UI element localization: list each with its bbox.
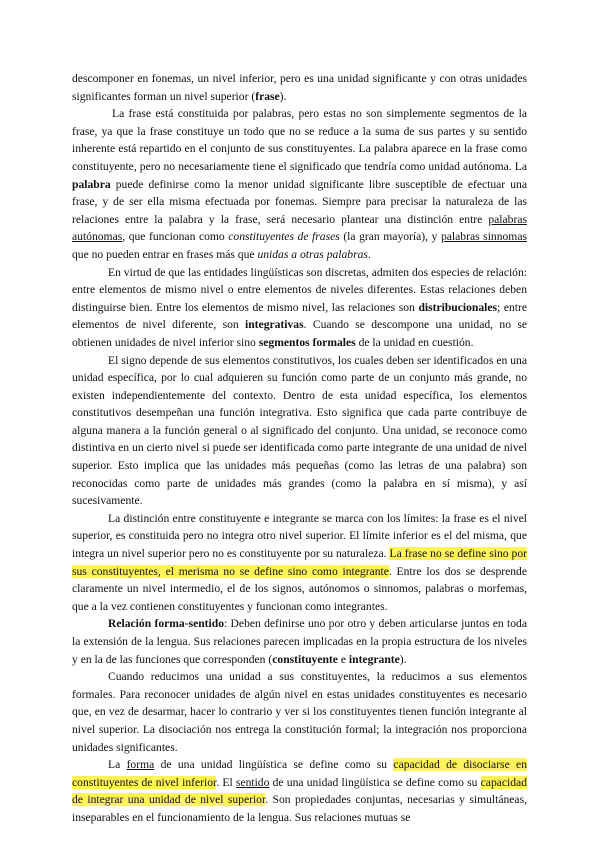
paragraph-6	[72, 615, 527, 668]
bold-term: frase	[255, 89, 280, 103]
text-run: de una unidad lingüística se define como su	[269, 775, 481, 789]
highlighted-text: capacidad de disociarse en constituyentes de nivel inferior	[72, 758, 527, 789]
underlined-term: forma	[126, 758, 155, 772]
underlined-term: sentido	[235, 775, 270, 789]
text-run: . El	[216, 775, 236, 789]
text-run: e	[337, 652, 349, 666]
text-run: descomponer en fonemas, un nivel inferior, pero es una unidad significante y con otras unidades significantes forman un nivel superior (	[72, 72, 527, 103]
bold-term: integrante	[348, 652, 400, 666]
text-run: El signo depende de sus elementos constitutivos, los cuales deben ser identificados en una unidad específica, por lo cual adquieren su función como parte de un conjunto más grande, no existen independientemente del contexto. Dentro de esta unidad específica, los elementos constitutivos desempeñan una función integrativa. Esto significa que cada parte contribuye de alguna manera a la función general o al significado del conjunto. Una unidad, se reconoce como distintiva en un cierto nivel si puede ser identificada como parte integrante de una unidad de nivel superior. Esto implica que las unidades más pequeñas (como las letras de una palabra) son reconocidas como parte de unidades más grandes (como la palabra en sí misma), y así sucesivamente.	[72, 353, 527, 508]
paragraph-4	[72, 352, 527, 510]
paragraph-3	[72, 264, 527, 352]
text-run: . Entre los dos se desprende claramente un nivel intermedio, el de los signos, autónomos o sinnomos, palabras o morfemas, que a la vez contienen constituyentes y funcionan como integrantes.	[72, 564, 527, 613]
text-run: .	[367, 247, 371, 261]
highlighted-text: La frase no se define sino por sus constituyentes, el merisma no se define sino como integrante	[72, 547, 527, 578]
text-run: En virtud de que las entidades lingüísticas son discretas, admiten dos especies de relación: entre elementos de mismo nivel o entre elementos de niveles diferentes. Estas relaciones deben distinguirse bien. Entre los elementos de mismo nivel, las relaciones son	[72, 265, 527, 314]
italic-text: constituyentes de frases	[228, 230, 340, 244]
text-run: La	[108, 758, 127, 772]
paragraph-8	[72, 756, 527, 826]
text-run: de una unidad lingüística se define como su	[154, 758, 394, 772]
underlined-term: palabras sinnomas	[440, 230, 527, 244]
text-run: La distinción entre constituyente e integrante se marca con los límites: la frase es el nivel superior, es constituida pero no integra otro nivel superior. El límite inferior es el del misma, que integra un nivel superior pero no es constituyente por su naturaleza.	[72, 511, 527, 561]
text-run: ).	[279, 89, 287, 103]
text-run: (la gran mayoría), y	[339, 230, 441, 244]
italic-text: unidas a otras palabras	[257, 247, 368, 261]
text-run: . Son propiedades conjuntas, necesarias y simultáneas, inseparables en el funcionamiento de la lengua. Sus relaciones mutuas se	[72, 793, 527, 824]
text-run: Cuando reducimos una unidad a sus constituyentes, la reducimos a sus elementos formales. Para reconocer unidades de algún nivel en estas unidades constituyentes es necesario que, en vez de desarmar, hacer lo contrario y ver si los constituyentes tienen función integrante al nivel superior. La disociación nos entrega la constitución formal; la integración nos proporciona unidades significantes.	[72, 670, 527, 754]
paragraph-1	[72, 70, 527, 105]
text-run: . Cuando se descompone una unidad, no se obtienen unidades de nivel inferior sino	[72, 318, 527, 349]
bold-term: segmentos formales	[258, 335, 356, 349]
text-run: puede definirse como la menor unidad significante libre susceptible de efectuar una frase, y de ser ella misma efectuada por fonemas. Siempre para precisar la naturaleza de las relaciones entre la palabra y la frase, será necesario plantear una distinción entre	[72, 177, 527, 226]
highlighted-text: capacidad de integrar una unidad de nivel superior	[72, 775, 527, 807]
text-run: que no pueden entrar en frases más que	[72, 247, 258, 261]
paragraph-5	[72, 510, 527, 616]
bold-term: distribucionales	[418, 300, 498, 314]
bold-term: palabra	[72, 177, 111, 191]
document-body	[72, 70, 527, 827]
paragraph-2	[72, 105, 527, 263]
bold-term: integrativas	[245, 318, 304, 332]
underlined-term: palabras autónomas	[72, 212, 527, 244]
text-run: de la unidad en cuestión.	[355, 335, 474, 349]
bold-term: constituyente	[272, 652, 338, 666]
text-run: : Deben definirse uno por otro y deben articularse juntos en toda la extensión de la lengua. Sus relaciones parecen implicadas en la propia estructura de los niveles y en la de las funciones que corresponden (	[72, 617, 527, 666]
text-run: ; entre elementos de nivel diferente, son	[72, 300, 527, 332]
bold-term: Relación forma-sentido	[108, 617, 225, 631]
text-run: , que funcionan como	[122, 230, 229, 244]
text-run: La frase está constituida por palabras, pero estas no son simplemente segmentos de la frase, ya que la frase constituye un todo que no se reduce a la suma de sus partes y su sentido inherente está repartido en el conjunto de sus constituyentes. La palabra aparece en la frase como constituyente, pero no necesariamente tiene el significado que tendría como unidad autónoma. La	[72, 107, 527, 173]
paragraph-7	[72, 668, 527, 756]
text-run: ).	[399, 652, 407, 666]
